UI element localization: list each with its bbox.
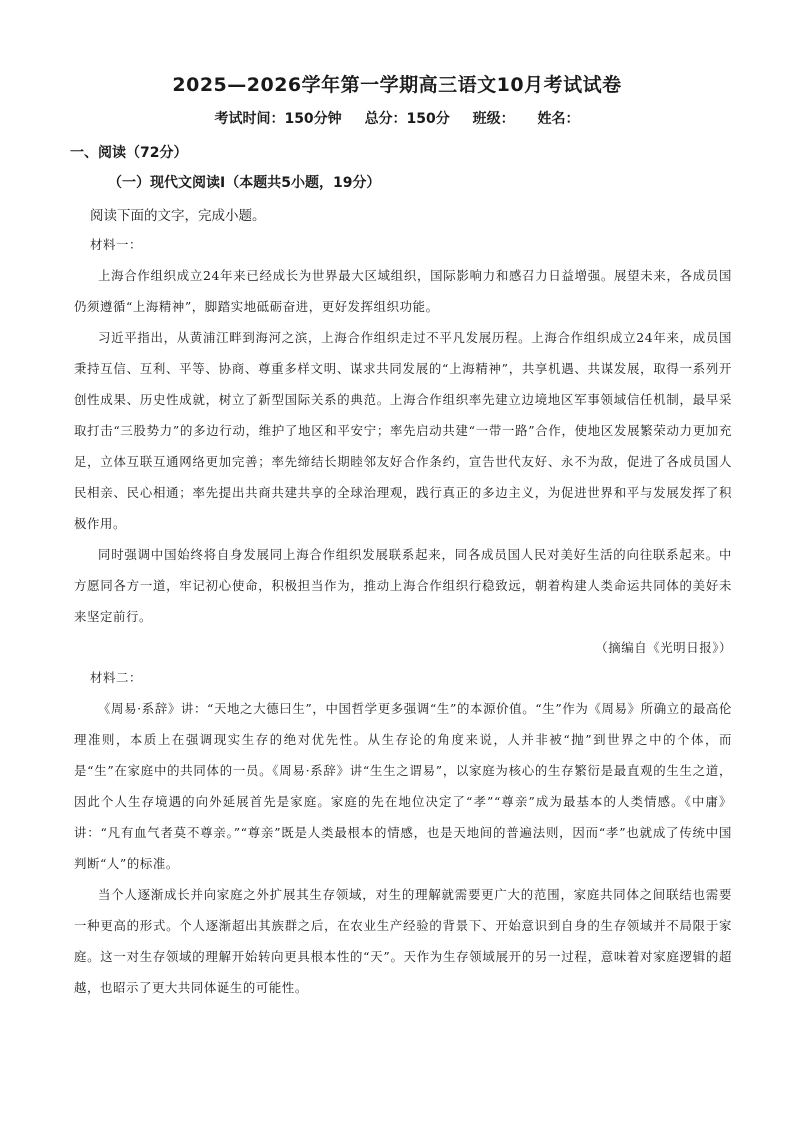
material-two-paragraph: 当个人逐渐成长并向家庭之外扩展其生存领域，对生的理解就需要更广大的范围，家庭共同体之间联结也需要一种更高的形式。个人逐渐超出其族群之后，在农业生产经验的背景下、开始意识到自身的生存领域并不局限于家庭。这一对生存领域的理解开始转向更具根本性的“天”。天作为生存领域展开的另一过程，意味着对家庭逻辑的超越，也昭示了更大共同体诞生的可能性。 — [74, 887, 732, 995]
instruction: 阅读下面的文字，完成小题。 — [90, 208, 266, 224]
material-one-paragraph: 习近平指出，从黄浦江畔到海河之滨，上海合作组织走过不平凡发展历程。上海合作组织成立24年来，成员国秉持互信、互利、平等、协商、尊重多样文明、谋求共同发展的“上海精神”，共享机遇、共谋发展，取得一系列开创性成果、历史性成就，树立了新型国际关系的典范。上海合作组织率先建立边境地区军事领域信任机制，最早采取打击“三股势力”的多边行动，维护了地区和平安宁；率先启动共建“一带一路”合作，使地区发展繁荣动力更加充足，立体互联互通网络更加完善；率先缔结长期睦邻友好合作条约，宣告世代友好、永不为敌，促进了各成员国人民相亲、民心相通；率先提出共商共建共享的全球治理观，践行真正的多边主义，为促进世界和平与发展发挥了积极作用。 — [74, 330, 732, 531]
material-one-source: （摘编自《光明日报》） — [595, 640, 732, 655]
material-one-paragraph: 上海合作组织成立24年来已经成长为世界最大区域组织，国际影响力和感召力日益增强。展望未来，各成员国仍须遵循“上海精神”，脚踏实地砥砺奋进，更好发挥组织功能。 — [74, 268, 732, 314]
material-one-label: 材料一： — [90, 237, 142, 252]
exam-info — [0, 108, 794, 128]
material-two-label: 材料二： — [90, 670, 142, 685]
material-one-paragraph: 同时强调中国始终将自身发展同上海合作组织发展联系起来，同各成员国人民对美好生活的向往联系起来。中方愿同各方一道，牢记初心使命，积极担当作为，推动上海合作组织行稳致远，朝着构建人类命运共同体的美好未来坚定前行。 — [74, 547, 732, 624]
name-field: 姓名： — [537, 111, 580, 127]
material-two — [74, 662, 732, 1003]
section-heading: 一、阅读（72分） — [70, 145, 188, 161]
material-two-paragraph: 《周易·系辞》讲：“天地之大德曰生”，中国哲学更多强调“生”的本源价值。“生”作为《周易》所确立的最高伦理准则，本质上在强调现实生存的绝对优先性。从生存论的角度来说，人并非被“抛”到世界之中的个体，而是“生”在家庭中的共同体的一员。《周易·系辞》讲“生生之谓易”，以家庭为核心的生存繁衍是最直观的生生之道，因此个人生存境遇的向外延展首先是家庭。家庭的先在地位决定了“孝”“尊亲”成为最基本的人类情感。《中庸》讲：“凡有血气者莫不尊亲。”“尊亲”既是人类最根本的情感，也是天地间的普遍法则，因而“孝”也就成了传统中国判断“人”的标准。 — [74, 701, 732, 871]
exam-title: 2025—2026学年第一学期高三语文10月考试试卷 — [172, 74, 622, 96]
exam-time: 考试时间：150分钟 — [214, 111, 342, 127]
material-one — [74, 229, 732, 663]
subsection-heading: （一）现代文阅读Ⅰ（本题共5小题，19分） — [108, 175, 381, 191]
exam-score: 总分：150分 — [364, 111, 450, 127]
class-field: 班级： — [472, 111, 515, 127]
